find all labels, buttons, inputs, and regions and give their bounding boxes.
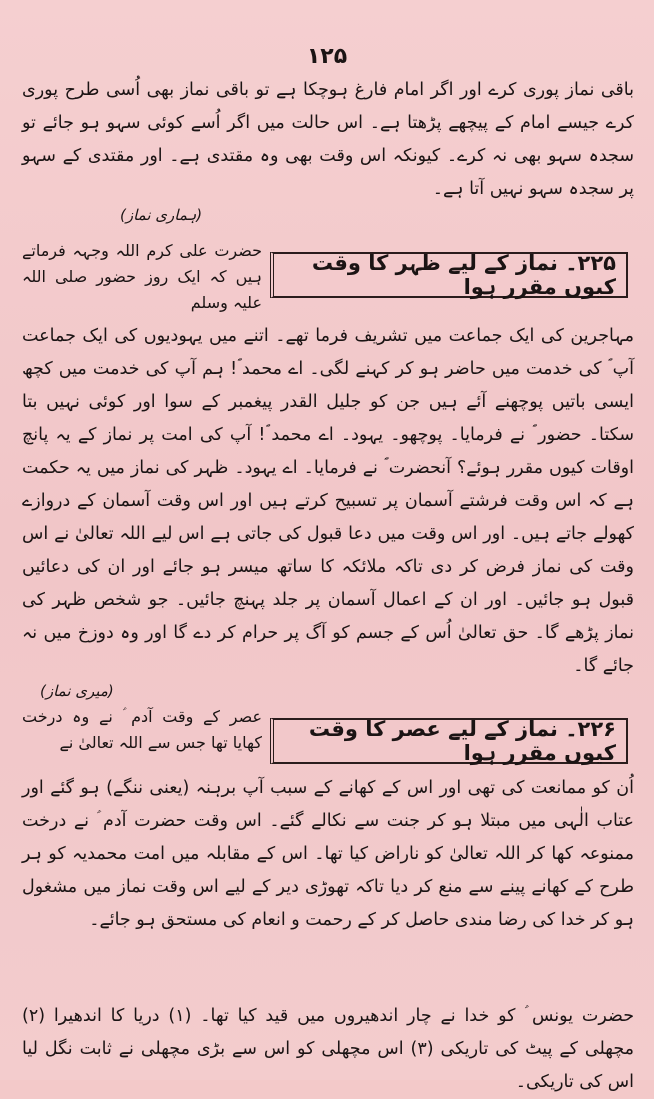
section-225-side-text: حضرت علی کرم اللہ وجہہ فرماتے ہیں کہ ایک روز حضور صلی اللہ علیہ وسلم xyxy=(22,241,262,312)
section-226-body: اُن کو ممانعت کی تھی اور اس کے کھانے کے سبب آپ برہنہ (یعنی ننگے) ہو گئے اور عتاب الٰہی میں مبتلا ہو کر جنت سے نکالے گئے۔ اس وقت حضرت آدم ؑ نے درخت ممنوعہ کھا کر اللہ تعالیٰ کو ناراض کیا تھا۔ اس کے مقابلہ میں امت محمدیہ کو ہر طرح کے کھانے پینے سے منع کر دیا تاکہ تھوڑی دیر کے لیے اس وقت نماز میں مشغول ہو کر خدا کی رضا مندی حاصل کر کے رحمت و انعام کی مستحق ہو جائے۔ xyxy=(22,778,634,930)
section-225-body: مہاجرین کی ایک جماعت میں تشریف فرما تھے۔ اتنے میں یہودیوں کی ایک جماعت آپ ؐ کی خدمت میں حاضر ہو کر کہنے لگی۔ اے محمد ؐ! ہم آپ کی خدمت میں کچھ ایسی باتیں پوچھنے آئے ہیں جن کو جلیل القدر پیغمبر کے سوا اور کوئی نہیں بتا سکتا۔ حضور ؐ نے فرمایا۔ پوچھو۔ یہود۔ اے محمد ؐ! آپ کی امت پر نماز کے یہ پانچ اوقات کیوں مقرر ہوئے؟ آنحضرت ؐ نے فرمایا۔ اے یہود۔ ظہر کی نماز میں یہ حکمت ہے کہ اس وقت فرشتے آسمان پر تسبیح کرتے ہیں اور اس وقت آسمان کے دروازے کھولے جاتے ہیں۔ اور اس وقت میں دعا قبول کی جاتی ہے اس لیے اللہ تعالیٰ نے اس وقت کی نماز فرض کر دی تاکہ ملائکہ کا ساتھ میسر ہو جائے اور ان کی دعائیں قبول ہو جائیں۔ اور ان کے اعمال آسمان پر جلد پہنچ جائیں۔ جو شخص ظہر کی نماز پڑھے گا۔ حق تعالیٰ اُس کے جسم کو آگ پر حرام کر دے گا اور وہ دوزخ میں نہ جائے گا۔ xyxy=(22,326,634,676)
intro-source: (ہماری نماز) xyxy=(120,206,203,224)
page-number: ۱۲۵ xyxy=(306,44,348,69)
section-225-heading: ۲۲۵۔ نماز کے لیے ظہر کا وقت کیوں مقرر ہوا xyxy=(270,252,628,298)
section-226-heading: ۲۲۶۔ نماز کے لیے عصر کا وقت کیوں مقرر ہوا xyxy=(270,718,628,764)
section-226-side-text: عصر کے وقت آدم ؑ نے وہ درخت کھایا تھا جس سے اللہ تعالیٰ نے xyxy=(22,707,262,752)
intro-paragraph: باقی نماز پوری کرے اور اگر امام فارغ ہوچکا ہے تو باقی نماز بھی اُسی طرح پوری کرے جیسے امام کے پیچھے پڑھتا ہے۔ اس حالت میں اگر اُسے کوئی سہو ہو جائے تو سجدہ سہو بھی نہ کرے۔ کیونکہ اس وقت بھی وہ مقتدی ہے۔ اور مقتدی کے سہو پر سجدہ سہو نہیں آتا ہے۔ xyxy=(22,80,634,199)
section-225-source: (میری نماز) xyxy=(40,682,114,700)
closing-paragraph: حضرت یونس ؑ کو خدا نے چار اندھیروں میں قید کیا تھا۔ (۱) دریا کا اندھیرا (۲) مچھلی کے پیٹ کی تاریکی (۳) اس مچھلی کو اس سے بڑی مچھلی نے ثابت نگل لیا اس کی تاریکی۔ xyxy=(22,1006,635,1092)
